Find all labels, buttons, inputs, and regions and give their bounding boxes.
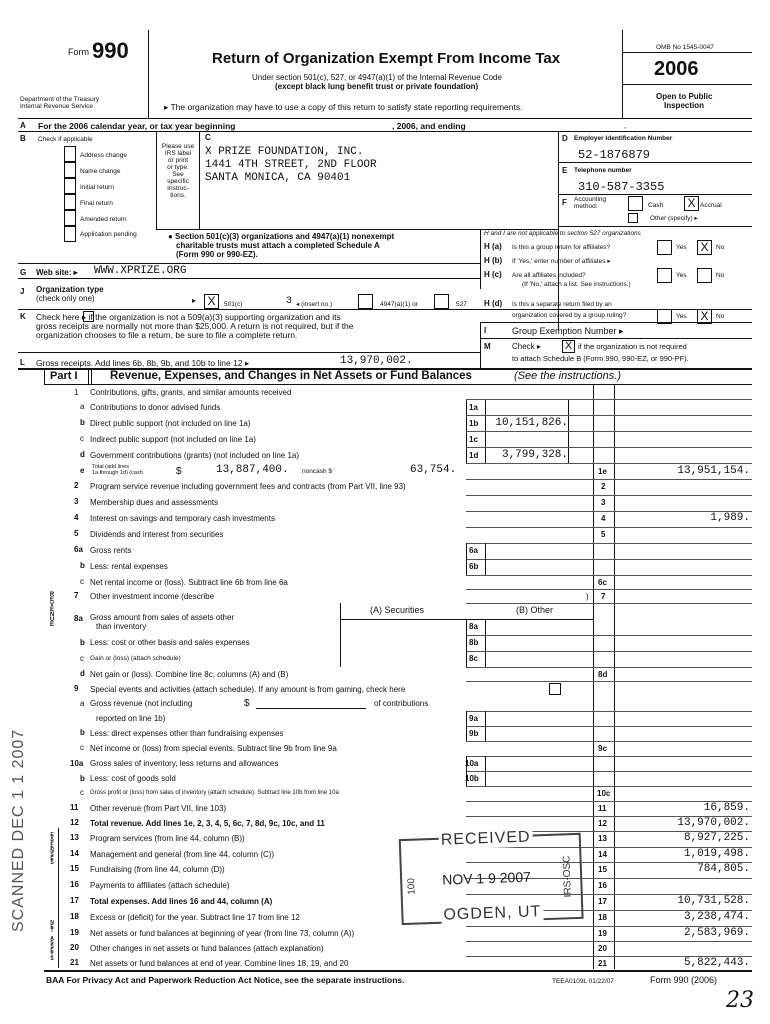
line-17-text: Total expenses. Add lines 16 and 44, column (A) [90, 897, 273, 906]
hc-no-checkbox[interactable] [697, 268, 712, 283]
line-16-text: Payments to affiliates (attach schedule) [90, 881, 230, 890]
line-20-num: 20 [70, 943, 79, 952]
line-9-text: Special events and activities (attach schedule). If any amount is from gaming, check here [90, 685, 406, 694]
scanned-stamp: SCANNED DEC 1 1 2007 [10, 728, 27, 932]
hc-text: Are all affiliates included? [512, 272, 586, 279]
section-a-mid: , 2006, and ending [392, 121, 466, 131]
row-divider [466, 431, 752, 432]
line-1d-value[interactable]: 3,799,328. [501, 449, 568, 461]
org-address[interactable]: 1441 4TH STREET, 2ND FLOOR [205, 159, 377, 171]
dept-treasury: Department of the Treasury [20, 96, 100, 103]
line-1b-num: b [80, 418, 85, 427]
type-4947-checkbox[interactable] [358, 294, 373, 309]
line-8a-num: 8a [74, 614, 83, 623]
other-method-checkbox[interactable] [628, 213, 638, 223]
hc-label: H (c) [484, 270, 502, 279]
hc-no-label: No [716, 272, 725, 279]
line-1-num: 1 [74, 388, 79, 397]
section-501-line3: (Form 990 or 990-EZ). [176, 250, 258, 259]
line-1e-noncash[interactable]: 63,754. [410, 464, 457, 476]
section-i-label: I [484, 326, 487, 335]
accrual-checkbox[interactable]: X [684, 196, 699, 211]
line-1e-value[interactable]: 13,951,154. [677, 465, 750, 477]
received-stamp [398, 823, 581, 925]
hd-text-1: Is this a separate return filed by an [512, 301, 612, 308]
stamp-date: NOV 1 9 2007 [441, 868, 532, 888]
line-1e-dollar: $ [176, 466, 182, 477]
omb-number: OMB No 1545-0047 [656, 44, 714, 51]
website-label: Web site: ▸ [36, 268, 78, 277]
line-19-text: Net assets or fund balances at beginning of year (from line 73, column (A)) [90, 929, 355, 938]
column-divider [466, 619, 467, 667]
line-8b-num: b [80, 638, 85, 647]
hb-label: H (b) [484, 256, 503, 265]
stamp-side-right: IRS-OSC [561, 855, 574, 898]
line-8d-num: d [80, 669, 85, 678]
line-9c-num: c [80, 743, 84, 752]
line-1d-num: d [80, 450, 85, 459]
line-21-value[interactable]: 5,822,443. [683, 957, 750, 969]
row-divider [466, 495, 752, 496]
line-14-num: 14 [70, 849, 79, 858]
form-header [0, 0, 770, 120]
type-527-checkbox[interactable] [434, 294, 449, 309]
section-k-line1: Check here ▸ if the organization is not a 509(a)(3) supporting organization and its [36, 312, 341, 322]
line-9-num: 9 [74, 684, 79, 693]
column-divider [485, 756, 486, 786]
line-1e-text-a: Total (add lines [92, 464, 129, 470]
line-21-text: Net assets or fund balances at end of year. Combine lines 18, 19, and 20 [90, 959, 349, 968]
hc-yes-checkbox[interactable] [657, 268, 672, 283]
line-8a-text-2: than inventory [96, 622, 147, 631]
phone-value[interactable]: 310-587-3355 [578, 180, 665, 194]
row-divider [466, 399, 752, 400]
section-d-label: D [562, 134, 568, 143]
line-8b-text: Less: cost or other basis and sales expenses [90, 638, 250, 647]
side-label-expenses: EXPENSES [49, 832, 55, 864]
section-m-text1: Check ▸ [512, 342, 541, 351]
line-7-text: Other investment income (describe [90, 592, 215, 601]
group-exemption-label: Group Exemption Number ▸ [512, 326, 624, 336]
line-6b-text: Less: rental expenses [90, 562, 168, 571]
type-501c-label: 501(c) [224, 301, 243, 308]
type-4947-label: 4947(a)(1) or [380, 301, 418, 308]
column-divider [485, 619, 486, 667]
column-divider [340, 603, 341, 667]
line-9c-text: Net income or (loss) from special events. Subtract line 9b from line 9a [90, 744, 337, 753]
line-18-value[interactable]: 3,238,474. [683, 911, 750, 923]
row-divider [466, 786, 752, 787]
form-subtitle-2: (except black lung benefit trust or private foundation) [275, 82, 479, 91]
row-divider [466, 479, 752, 480]
cash-label: Cash [648, 202, 664, 209]
row-divider [466, 681, 752, 682]
line-10b-num: b [80, 774, 85, 783]
line-5-text: Dividends and interest from securities [90, 530, 224, 539]
row-divider [466, 741, 752, 742]
line-9b-num: b [80, 728, 85, 737]
section-a-text: For the 2006 calendar year, or tax year beginning [38, 121, 236, 131]
part1-header [46, 370, 752, 384]
section-f-label: F [562, 198, 567, 207]
line-21-num: 21 [70, 958, 79, 967]
line-4-value[interactable]: 1,989. [710, 512, 750, 524]
section-a-end: , [624, 121, 627, 130]
section-e-title: Telephone number [574, 167, 632, 174]
line-10c-num: c [80, 788, 84, 797]
line-6a-text: Gross rents [90, 546, 132, 555]
section-e-label: E [562, 166, 568, 175]
tax-year: 2006 [654, 58, 699, 80]
line-15-num: 15 [70, 864, 79, 873]
line-10a-text: Gross sales of inventory, less returns and allowances [90, 759, 279, 768]
section-m-label: M [484, 342, 491, 351]
hd-no-checkbox[interactable]: X [697, 309, 712, 324]
form-label: Form [68, 47, 89, 57]
line-8c-num: c [80, 654, 84, 663]
section-501-line1: ● Section 501(c)(3) organizations and 4947(a)(1) nonexempt [168, 232, 395, 241]
gross-receipts-label: Gross receipts. Add lines 6b, 8b, 9b, and 10b to line 12 ▸ [36, 358, 250, 368]
section-d-title: Employer Identification Number [574, 135, 673, 142]
section-k-line3: organization chooses to file a return, be sure to file a complete return. [36, 330, 298, 340]
row-divider [466, 711, 752, 712]
org-type-note: (check only one) [36, 294, 95, 303]
org-city[interactable]: SANTA MONICA, CA 90401 [205, 172, 351, 184]
line-6a-num: 6a [74, 545, 83, 554]
line-1a-text: Contributions to donor advised funds [90, 403, 221, 412]
footer-code: TEEA0109L 01/22/07 [552, 978, 614, 985]
type-501c-number[interactable]: 3 [286, 296, 293, 307]
line-8c-text: Gain or (loss) (attach schedule) [90, 655, 181, 662]
line-1e-num: e [80, 466, 85, 475]
line-5-num: 5 [74, 529, 79, 538]
line-1c-num: c [80, 434, 84, 443]
line-17-num: 17 [70, 896, 79, 905]
line-11-num: 11 [70, 803, 79, 812]
line-6b-num: b [80, 561, 85, 570]
section-m-text2: if the organization is not required [578, 342, 687, 351]
line-12-value[interactable]: 13,970,002. [677, 817, 750, 829]
row-divider [340, 619, 593, 620]
line-14-value[interactable]: 1,019,498. [683, 848, 750, 860]
line-1b-value[interactable]: 10,151,826. [495, 417, 568, 429]
hb-text: If 'Yes,' enter number of affiliates ▸ [512, 258, 611, 265]
line-16-num: 16 [70, 880, 79, 889]
section-k-line2: gross receipts are normally not more than $25,000. A return is not required, but if the [36, 321, 354, 331]
other-method-label: Other (specify) ▸ [650, 215, 698, 222]
hc-note: (If 'No,' attach a list. See instructions.) [522, 281, 631, 288]
line-1-text: Contributions, gifts, grants, and similar amounts received [90, 388, 292, 397]
hd-yes-label: Yes [676, 313, 687, 320]
line-1e-noncash-label: noncash $ [302, 468, 332, 475]
line-6c-num: c [80, 577, 84, 586]
line-1e-cash[interactable]: 13,887,400. [216, 464, 289, 476]
line-13-num: 13 [70, 833, 79, 842]
open-public-2: Inspection [664, 101, 705, 110]
line-11-value[interactable]: 16,859. [703, 802, 750, 814]
form-subtitle-1: Under section 501(c), 527, or 4947(a)(1) of the Internal Revenue Code [252, 73, 502, 82]
line-2-text: Program service revenue including government fees and contracts (from Part VII, line 93) [90, 482, 406, 491]
line-8-col-a: (A) Securities [370, 605, 425, 615]
ha-label: H (a) [484, 242, 502, 251]
line-1e-text-b: 1a through 1d) (cash [92, 470, 143, 476]
form-number: 990 [92, 38, 129, 63]
section-b-label: B [20, 134, 26, 143]
row-divider [466, 635, 752, 636]
ha-no-label: No [716, 244, 725, 251]
column-divider [466, 711, 467, 741]
type-527-label: 527 [456, 301, 467, 308]
section-f-title-2: method: [574, 203, 598, 210]
cash-checkbox[interactable] [628, 196, 643, 211]
irs-label-instructions: Please use IRS label or print or type. See specific Instruc- tions. [161, 143, 195, 199]
line-8a-text: Gross amount from sales of assets other [90, 613, 235, 622]
line-2-num: 2 [74, 481, 79, 490]
stamp-side-left: 100 [406, 877, 418, 895]
ein-value[interactable]: 52-1876879 [578, 148, 651, 162]
hd-text-2: organization covered by a group ruling? [512, 312, 627, 319]
line-9a-text: Gross revenue (not including [90, 699, 193, 708]
section-c-label: C [205, 133, 211, 142]
org-type-arrow: ▸ [192, 296, 197, 305]
handwritten-page-number: 23 [726, 988, 754, 1013]
line-1c-text: Indirect public support (not included on line 1a) [90, 435, 256, 444]
stamp-city: OGDEN, UT [441, 903, 543, 925]
line-8d-text: Net gain or (loss). Combine line 8c, columns (A) and (B) [90, 670, 289, 679]
section-501-line2: charitable trusts must attach a completed Schedule A [176, 241, 380, 250]
accrual-label: Accrual [700, 202, 722, 209]
row-divider [466, 603, 752, 604]
column-divider [485, 543, 486, 575]
line-4-num: 4 [74, 513, 79, 522]
stamp-received: RECEIVED [438, 828, 532, 849]
gross-receipts-value[interactable]: 13,970,002. [340, 355, 413, 367]
line-12-num: 12 [70, 818, 79, 827]
line-1d-text: Government contributions (grants) (not included on line 1a) [90, 451, 299, 460]
line-3-num: 3 [74, 497, 79, 506]
line-10c-text: Gross profit or (loss) from sales of inventory (attach schedule). Subtract line 10b from line 10a [90, 790, 339, 796]
row-divider [466, 589, 752, 590]
line-9a-text-c: of contributions [374, 699, 429, 708]
line-1a-num: a [80, 402, 85, 411]
line-6c-text: Net rental income or (loss). Subtract line 6b from line 6a [90, 578, 288, 587]
row-divider [466, 651, 752, 652]
type-insert-note: ◂ (insert no.) [296, 301, 333, 308]
row-divider [466, 527, 752, 528]
row-divider [466, 771, 752, 772]
column-divider [485, 711, 486, 741]
section-j-label: J [20, 287, 25, 296]
line-18-text: Excess or (deficit) for the year. Subtract line 17 from line 12 [90, 913, 300, 922]
footer-form: Form 990 (2006) [650, 975, 718, 985]
line-12-text: Total revenue. Add lines 1e, 2, 3, 4, 5, 6c, 7, 8d, 9c, 10c, and 11 [90, 819, 325, 828]
row-divider [466, 575, 752, 576]
side-label-revenue: REVENUE [49, 592, 55, 627]
line-9a-text-2: reported on line 1b) [96, 714, 166, 723]
copy-note: ▸ The organization may have to use a copy of this return to satisfy state reporting requirements. [164, 102, 523, 112]
org-name[interactable]: X PRIZE FOUNDATION, INC. [205, 146, 364, 158]
line-3-text: Membership dues and assessments [90, 498, 219, 507]
line-10b-text: Less: cost of goods sold [90, 774, 176, 783]
line-19-value[interactable]: 2,583,969. [683, 927, 750, 939]
line-19-num: 19 [70, 928, 79, 937]
line-14-text: Management and general (from line 44, column (C)) [90, 850, 275, 859]
line-7-num: 7 [74, 591, 79, 600]
row-divider [466, 667, 752, 668]
row-divider [466, 415, 752, 416]
type-501c-checkbox[interactable]: X [204, 294, 219, 309]
form-title: Return of Organization Exempt From Income Tax [212, 50, 561, 67]
section-m-text3: to attach Schedule B (Form 990, 990-EZ, or 990-PF). [512, 354, 689, 363]
h-note: H and I are not applicable to section 527 organizations [484, 230, 641, 237]
website-url[interactable]: WWW.XPRIZE.ORG [94, 265, 187, 277]
line-20-text: Other changes in net assets or fund balances (attach explanation) [90, 944, 324, 953]
column-divider [466, 543, 467, 575]
row-divider [466, 756, 752, 757]
dept-irs: Internal Revenue Service [20, 103, 93, 110]
section-f-title-1: Accounting [574, 196, 607, 203]
row-divider [466, 559, 752, 560]
open-public-1: Open to Public [656, 92, 713, 101]
line-15-value[interactable]: 784,805. [697, 863, 750, 875]
hd-label: H (d) [484, 299, 503, 308]
section-a-label: A [20, 121, 26, 130]
row-divider [466, 941, 752, 942]
side-label-net-assets: NET ASSETS [49, 920, 55, 960]
line-11-text: Other revenue (from Part VII, line 103) [90, 804, 227, 813]
row-divider [466, 543, 752, 544]
line-13-value[interactable]: 8,927,225. [683, 832, 750, 844]
line-13-text: Program services (from line 44, column (B)) [90, 834, 245, 843]
part1-instructions: (See the instructions.) [514, 370, 621, 382]
section-g-label: G [20, 268, 27, 277]
row-divider [466, 447, 752, 448]
schedule-b-checkbox[interactable]: X [562, 340, 575, 353]
line-10a-num: 10a [70, 759, 84, 768]
line-4-text: Interest on savings and temporary cash investments [90, 514, 275, 523]
org-type-label: Organization type [36, 285, 104, 294]
part1-title: Revenue, Expenses, and Changes in Net Assets or Fund Balances [110, 370, 472, 382]
section-b-title: Check if applicable [38, 136, 93, 143]
hd-no-label: No [716, 313, 725, 320]
section-k-label: K [20, 312, 26, 321]
ha-no-checkbox[interactable]: X [697, 240, 712, 255]
gaming-checkbox[interactable] [549, 683, 561, 695]
ha-yes-checkbox[interactable] [657, 240, 672, 255]
line-17-value[interactable]: 10,731,528. [677, 895, 750, 907]
row-divider [466, 726, 752, 727]
line-9a-num: a [80, 699, 85, 708]
line-8-col-b: (B) Other [516, 605, 554, 615]
ha-yes-label: Yes [676, 244, 687, 251]
hc-yes-label: Yes [676, 272, 687, 279]
part1-label: Part I [50, 370, 78, 382]
line-1b-text: Direct public support (not included on line 1a) [90, 419, 251, 428]
line-9a-dollar: $ [244, 698, 250, 709]
footer-baa: BAA For Privacy Act and Paperwork Reduction Act Notice, see the separate instructions. [46, 975, 405, 985]
ha-text: Is this a group return for affiliates? [512, 244, 611, 251]
row-divider [466, 463, 752, 464]
line-9b-text: Less: direct expenses other than fundraising expenses [90, 729, 284, 738]
section-l-label: L [20, 358, 25, 367]
line-15-text: Fundraising (from line 44, column (D)) [90, 865, 225, 874]
line-18-num: 18 [70, 912, 79, 921]
